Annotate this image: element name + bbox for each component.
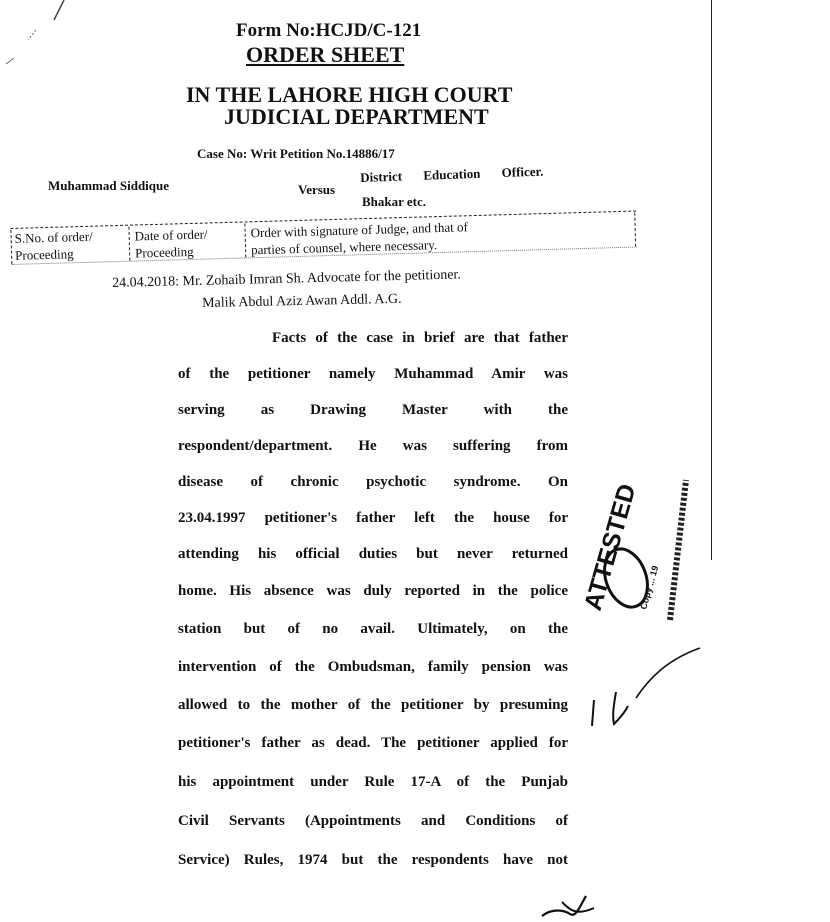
stamp-subtext: Copy ... 19 [638, 564, 661, 611]
body-text-line: Facts of the case in brief are that father [272, 330, 568, 346]
body-text-line: of the petitioner namely Muhammad Amir was [178, 366, 568, 382]
column-order-header [250, 218, 468, 258]
column-order-line2: parties of counsel, where necessary. [250, 237, 438, 258]
form-number: Form No:HCJD/C-121 [236, 20, 422, 41]
column-order-line1: Order with signature of Judge, and that of [250, 219, 469, 241]
column-serial-line1: S.No. of order/ [14, 228, 93, 246]
table-divider [128, 227, 130, 261]
corner-scan-marks [0, 0, 80, 70]
column-date-line2: Proceeding [134, 243, 194, 261]
order-table-header [10, 197, 637, 264]
case-number: Case No: Writ Petition No.14886/17 [197, 146, 395, 161]
body-text-line: Civil Servants (Appointments and Conditions of [178, 813, 568, 829]
court-department: JUDICIAL DEPARTMENT [224, 104, 489, 129]
versus-label: Versus [298, 182, 336, 197]
appearance-counsel: 24.04.2018: Mr. Zohaib Imran Sh. Advocate for the petitioner. [112, 267, 462, 291]
body-text-line: allowed to the mother of the petitioner by presuming [178, 697, 568, 713]
body-text-line: 23.04.1997 petitioner's father left the house for [178, 510, 568, 526]
body-text-line: intervention of the Ombudsman, family pension was [178, 659, 568, 675]
attested-stamp [566, 460, 696, 630]
column-serial-line2: Proceeding [14, 246, 74, 263]
stamp-text: ATTESTED [578, 480, 642, 614]
body-text-line: serving as Drawing Master with the [178, 402, 568, 418]
body-text-line: home. His absence was duly reported in the police [178, 583, 568, 599]
body-text-line: petitioner's father as dead. The petitioner applied for [178, 735, 568, 751]
scan-edge-line [711, 0, 712, 560]
stamp-small-print [670, 480, 686, 620]
column-serial-header [14, 228, 93, 264]
petitioner-name: Muhammad Siddique [48, 178, 170, 193]
body-text-line: disease of chronic psychotic syndrome. On [178, 474, 568, 490]
body-text-line: his appointment under Rule 17-A of the Punjab [178, 774, 568, 790]
body-text-line: Service) Rules, 1974 but the respondents have not [178, 852, 568, 868]
table-divider [634, 213, 636, 247]
respondent-name: District Education Officer. [360, 163, 544, 185]
respondent-location: Bhakar etc. [362, 194, 427, 209]
body-text-line: attending his official duties but never returned [178, 546, 568, 562]
column-date-header [134, 225, 208, 261]
appearance-state-counsel: Malik Abdul Aziz Awan Addl. A.G. [202, 291, 402, 311]
judge-initial-signature [588, 640, 708, 730]
page-title: ORDER SHEET [246, 42, 405, 67]
table-divider [10, 230, 12, 264]
court-name: IN THE LAHORE HIGH COURT [186, 82, 513, 107]
page-initial-signature [540, 890, 600, 922]
table-divider [244, 223, 246, 257]
body-text-line: station but of no avail. Ultimately, on the [178, 621, 568, 637]
body-text-line: respondent/department. He was suffering from [178, 438, 568, 454]
column-date-line1: Date of order/ [134, 226, 208, 244]
